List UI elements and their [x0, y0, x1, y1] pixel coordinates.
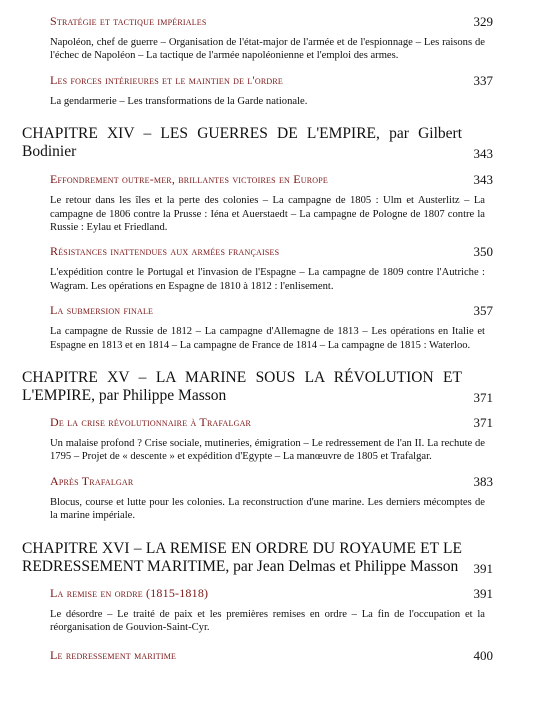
toc-section[interactable]	[22, 415, 493, 464]
toc-section-title[interactable]: La remise en ordre (1815-1818)	[50, 585, 209, 600]
toc-section-summary: L'expédition contre le Portugal et l'invasion de l'Espagne – La campagne de 1809 contre l'Autriche : Wagram. Les opérations en Espagne de 1810 à 1812 : l'enlisement.	[50, 267, 485, 292]
toc-section-title[interactable]: Après Trafalgar	[50, 473, 134, 488]
toc-page-number: 371	[473, 415, 493, 431]
toc-page-number: 400	[473, 647, 493, 663]
toc-chapter[interactable]	[22, 539, 493, 576]
toc-section-title[interactable]: Le redressement maritime	[50, 647, 177, 662]
toc-section[interactable]	[22, 303, 493, 352]
toc-section-summary: Le désordre – Le traité de paix et les premières remises en ordre – La fin de l'occupation et la réorganisation de Gouvion-Saint-Cyr.	[50, 608, 485, 634]
toc-section[interactable]	[22, 244, 493, 293]
toc-section-summary: Napoléon, chef de guerre – Organisation de l'état-major de l'armée et de l'espionnage – Les raisons de l'échec de Napoléon – La tactique de l'armée napoléonienne et l'emploi des armes.	[50, 37, 485, 62]
toc-page-number: 329	[473, 14, 493, 29]
toc-section-title[interactable]: De la crise révolutionnaire à Trafalgar	[50, 415, 252, 430]
toc-section[interactable]	[22, 72, 493, 108]
toc-section[interactable]	[22, 14, 493, 63]
toc-page-number: 371	[473, 390, 493, 406]
toc-page-number: 343	[473, 172, 493, 188]
toc-section-title[interactable]: Les forces intérieures et le maintien de l'ordre	[50, 72, 283, 87]
toc-section[interactable]	[22, 473, 493, 523]
table-of-contents	[22, 14, 493, 663]
toc-section-title[interactable]: Stratégie et tactique impériales	[50, 14, 207, 28]
toc-section-title[interactable]: Effondrement outre-mer, brillantes victoires en Europe	[50, 172, 328, 187]
toc-page-number: 343	[473, 146, 493, 162]
toc-section-title[interactable]: La submersion finale	[50, 303, 154, 318]
toc-page-number: 383	[473, 473, 493, 489]
toc-page-number: 391	[473, 560, 493, 576]
toc-section[interactable]	[22, 647, 493, 663]
toc-chapter-title[interactable]: CHAPITRE XVI – LA REMISE EN ORDRE DU ROYAUME ET LE REDRESSEMENT MARITIME, par Jean Delmas et Philippe Masson	[22, 539, 462, 575]
toc-page-number: 337	[473, 72, 493, 88]
toc-section-summary: Un malaise profond ? Crise sociale, mutineries, émigration – Le redressement de l'an II. La rechute de 1795 – Projet de « descente » et expédition d'Egypte – La manœuvre de 1805 et Trafalgar.	[50, 438, 485, 463]
toc-chapter-title[interactable]: CHAPITRE XIV – LES GUERRES DE L'EMPIRE, par Gilbert Bodinier	[22, 125, 462, 161]
toc-section-summary: Blocus, course et lutte pour les colonies. La reconstruction d'une marine. Les derniers mécomptes de la marine impériale.	[50, 496, 485, 522]
toc-section-summary: Le retour dans les îles et la perte des colonies – La campagne de 1805 : Ulm et Austerlitz – La campagne de 1806 contre la Prusse : Iéna et Auerstaedt – La campagne de Pologne de 1807 contre la Russie : Eylau et Friedland.	[50, 195, 485, 234]
toc-chapter[interactable]	[22, 125, 493, 162]
toc-section-summary: La gendarmerie – Les transformations de la Garde nationale.	[50, 95, 308, 107]
toc-chapter-title[interactable]: CHAPITRE XV – LA MARINE SOUS LA RÉVOLUTION ET L'EMPIRE, par Philippe Masson	[22, 369, 462, 405]
toc-page-number: 350	[473, 244, 493, 260]
toc-page-number: 391	[473, 585, 493, 601]
toc-section-title[interactable]: Résistances inattendues aux armées françaises	[50, 244, 280, 259]
toc-section[interactable]	[22, 585, 493, 635]
toc-section-summary: La campagne de Russie de 1812 – La campagne d'Allemagne de 1813 – Les opérations en Italie et Espagne en 1813 et en 1814 – La campagne de France de 1814 – La campagne de 1815 : Waterloo.	[50, 326, 485, 351]
toc-page-number: 357	[473, 303, 493, 319]
toc-chapter[interactable]	[22, 369, 493, 406]
toc-section[interactable]	[22, 172, 493, 234]
